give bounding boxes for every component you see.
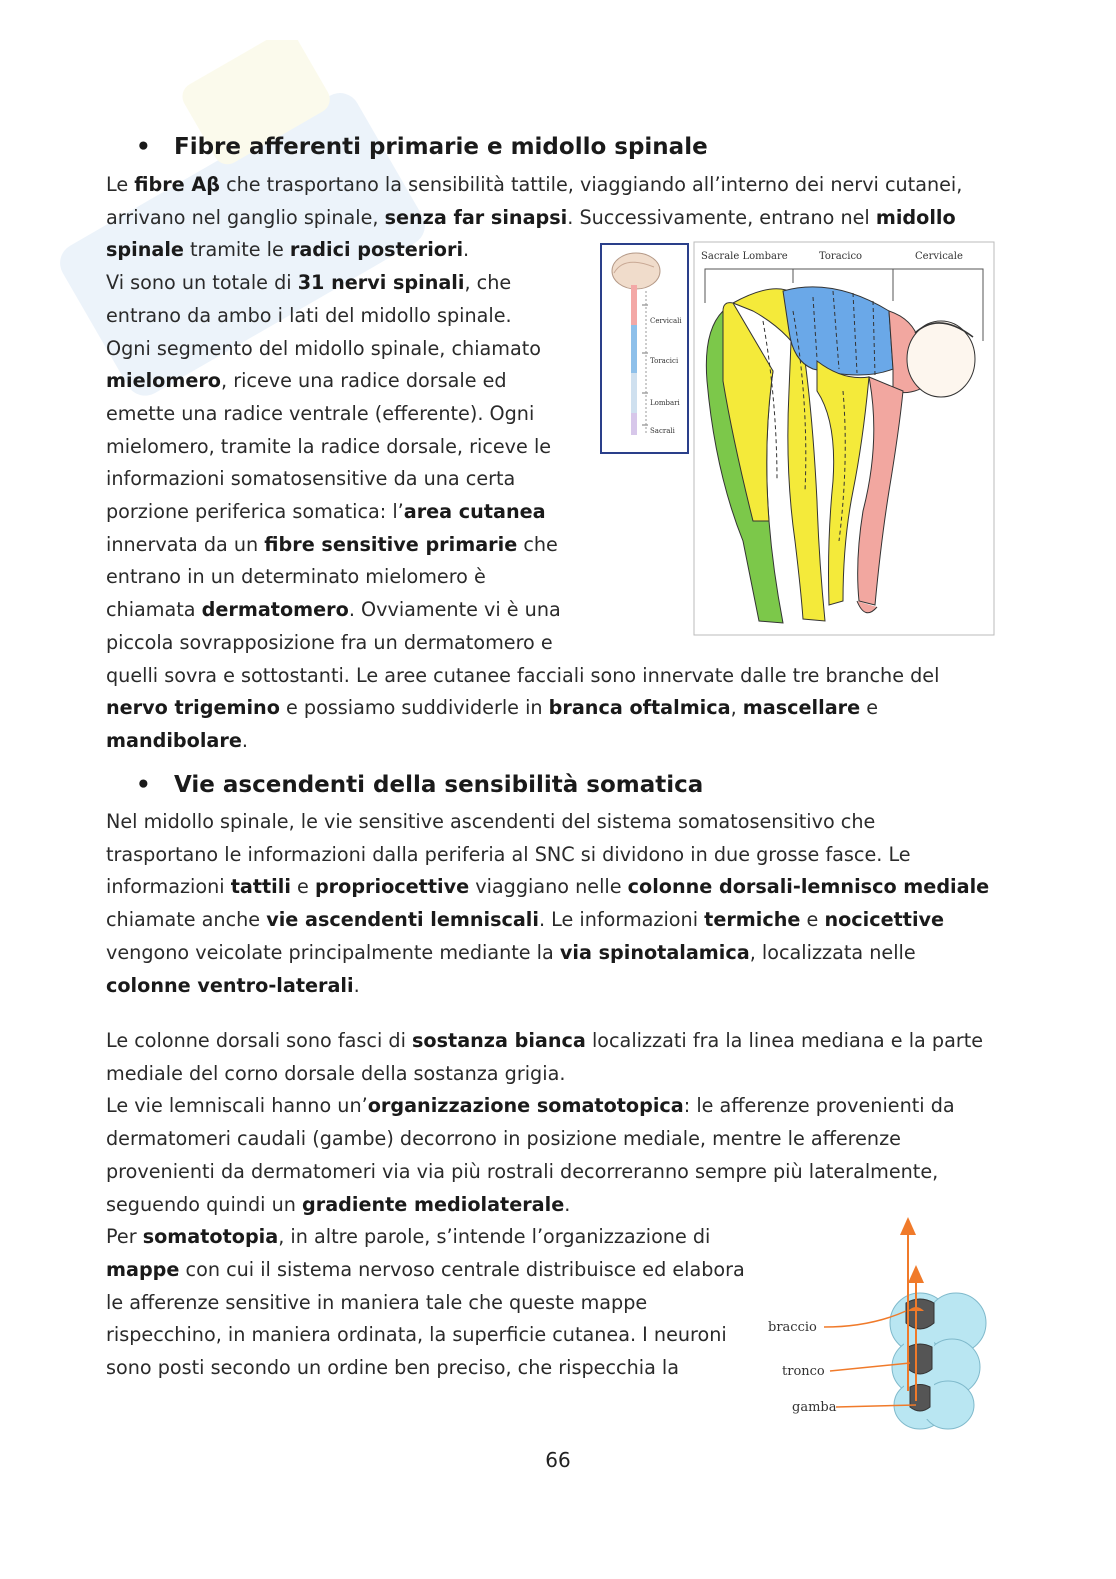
text-run: . bbox=[241, 728, 248, 752]
text-run: viaggiano nelle bbox=[469, 875, 628, 899]
label-sacral-lumbar: Sacrale Lombare bbox=[701, 251, 788, 262]
text-run: emette una radice ventrale (efferente). Ogni bbox=[106, 401, 535, 425]
bold-term: senza far sinapsi bbox=[384, 205, 568, 229]
text-run: mielomero, tramite la radice dorsale, riceve le bbox=[106, 434, 552, 458]
bold-term: propriocettive bbox=[314, 875, 470, 899]
text-run: Le colonne dorsali sono fasci di bbox=[106, 1029, 412, 1052]
bold-term: vie ascendenti lemniscali bbox=[266, 908, 539, 932]
text-run: Vi sono un totale di bbox=[106, 271, 298, 295]
text-run: sono posti secondo un ordine ben preciso, che rispecchia la bbox=[106, 1356, 680, 1379]
bold-term: dermatomero bbox=[201, 598, 349, 622]
bold-term: via spinotalamica bbox=[559, 940, 750, 964]
text-run: che trasportano la sensibilità tattile, viaggiando all’interno dei nervi cutanei, bbox=[219, 173, 963, 196]
text-run: , in altre parole, s’intende l’organizzazione di bbox=[278, 1225, 711, 1249]
text-run: : le afferenze provenienti da bbox=[683, 1094, 955, 1118]
text-run: piccola sovrapposizione fra un dermatomero e bbox=[106, 630, 553, 654]
text-line bbox=[106, 969, 360, 1002]
text-line bbox=[106, 364, 507, 397]
bold-term: mielomero bbox=[106, 369, 221, 393]
text-run: e bbox=[800, 908, 825, 932]
label-cervical: Cervicale bbox=[915, 251, 963, 262]
text-line bbox=[106, 805, 875, 838]
text-run: arrivano nel ganglio spinale, bbox=[106, 205, 385, 229]
bold-term: mappe bbox=[106, 1257, 180, 1281]
text-run: Nel midollo spinale, le vie sensitive ascendenti del sistema somatosensitivo che bbox=[106, 810, 876, 833]
text-line bbox=[106, 266, 511, 299]
text-run: le afferenze sensitive in maniera tale che queste mappe bbox=[106, 1290, 648, 1314]
bold-term: fibre Aβ bbox=[134, 173, 220, 196]
text-run: informazioni somatosensitive da una certa bbox=[106, 467, 516, 491]
text-run: Le bbox=[106, 173, 135, 196]
somatotopy-figure bbox=[760, 1215, 992, 1433]
text-line bbox=[106, 1351, 679, 1384]
text-run: chiamate anche bbox=[106, 908, 267, 932]
bold-term: tattili bbox=[230, 875, 291, 899]
text-line bbox=[106, 168, 962, 201]
bold-term: somatotopia bbox=[142, 1225, 279, 1249]
text-line bbox=[106, 1220, 710, 1253]
bold-term: organizzazione somatotopica bbox=[367, 1094, 684, 1118]
text-line bbox=[106, 691, 878, 724]
text-run: Per bbox=[106, 1225, 143, 1249]
text-run: . bbox=[463, 238, 470, 262]
text-line bbox=[106, 593, 561, 626]
spine-label-thoracic: Toracici bbox=[650, 357, 679, 365]
bold-term: colonne ventro-laterali bbox=[106, 973, 354, 997]
spine-label-sacral: Sacrali bbox=[650, 427, 675, 435]
bold-term: radici posteriori bbox=[289, 238, 464, 262]
bold-term: mandibolare bbox=[106, 728, 242, 752]
heading-text: Vie ascendenti della sensibilità somatica bbox=[174, 772, 704, 798]
text-run: Le vie lemniscali hanno un’ bbox=[106, 1094, 368, 1118]
text-run: porzione periferica somatica: l’ bbox=[106, 500, 404, 523]
text-run: entrano da ambo i lati del midollo spinale. bbox=[106, 303, 512, 327]
text-run: che bbox=[517, 532, 558, 556]
text-run: . Successivamente, entrano nel bbox=[567, 205, 876, 229]
text-line bbox=[106, 1089, 955, 1122]
text-run: trasportano le informazioni dalla periferia al SNC si dividono in due grosse fasce. Le bbox=[106, 842, 911, 866]
text-line bbox=[106, 201, 956, 234]
text-line bbox=[106, 1057, 565, 1090]
text-run: informazioni bbox=[106, 875, 231, 899]
bold-term: spinale bbox=[106, 238, 184, 262]
bullet-icon: • bbox=[136, 772, 151, 798]
section-heading-afferent-fibers bbox=[136, 134, 708, 160]
text-line bbox=[106, 903, 944, 936]
bold-term: area cutanea bbox=[403, 500, 546, 523]
text-run: innervata da un bbox=[106, 532, 265, 556]
text-run: rispecchino, in maniera ordinata, la superficie cutanea. I neuroni bbox=[106, 1323, 727, 1347]
text-run: . bbox=[353, 973, 360, 997]
bold-term: sostanza bianca bbox=[412, 1029, 586, 1052]
text-run: localizzati fra la linea mediana e la parte bbox=[585, 1029, 984, 1052]
spine-label-lumbar: Lombari bbox=[650, 399, 680, 407]
text-line bbox=[106, 1024, 983, 1057]
text-line bbox=[106, 430, 551, 463]
text-line bbox=[106, 528, 558, 561]
text-run: Ogni segmento del midollo spinale, chiamato bbox=[106, 336, 541, 360]
label-thoracic: Toracico bbox=[819, 251, 863, 262]
text-run: seguendo quindi un bbox=[106, 1192, 302, 1216]
text-line bbox=[106, 659, 939, 692]
text-line bbox=[106, 299, 512, 332]
text-run: dermatomeri caudali (gambe) decorrono in posizione mediale, mentre le afferenze bbox=[106, 1127, 901, 1151]
text-run: mediale del corno dorsale della sostanza grigia. bbox=[106, 1061, 566, 1085]
text-run: . bbox=[564, 1192, 571, 1216]
text-run: . Ovviamente vi è una bbox=[348, 598, 561, 622]
text-run: , che bbox=[464, 271, 512, 295]
text-run: provenienti da dermatomeri via via più rostrali decorreranno sempre più lateralmente, bbox=[106, 1159, 939, 1183]
text-run: e bbox=[290, 875, 315, 899]
bold-term: termiche bbox=[704, 908, 801, 932]
bold-term: mascellare bbox=[742, 696, 861, 720]
bold-term: colonne dorsali-lemnisco mediale bbox=[627, 875, 990, 899]
bullet-icon: • bbox=[136, 134, 151, 160]
text-line bbox=[106, 936, 916, 969]
text-line bbox=[106, 1188, 570, 1221]
text-line bbox=[106, 1253, 745, 1286]
bold-term: gradiente mediolaterale bbox=[302, 1192, 565, 1216]
text-run: tramite le bbox=[183, 238, 290, 262]
text-line bbox=[106, 1286, 647, 1319]
text-line bbox=[106, 560, 486, 593]
bold-term: branca oftalmica bbox=[548, 696, 731, 720]
text-line bbox=[106, 1318, 727, 1351]
text-line bbox=[106, 1155, 938, 1188]
text-line bbox=[106, 332, 541, 365]
bold-term: fibre sensitive primarie bbox=[264, 532, 518, 556]
text-line bbox=[106, 870, 989, 903]
text-run: entrano in un determinato mielomero è bbox=[106, 565, 486, 589]
heading-text: Fibre afferenti primarie e midollo spinale bbox=[174, 134, 708, 160]
text-line bbox=[106, 462, 515, 495]
bold-term: nervo trigemino bbox=[106, 696, 280, 720]
text-line bbox=[106, 397, 534, 430]
text-run: . Le informazioni bbox=[538, 908, 705, 932]
spine-label-cervical: Cervicali bbox=[650, 317, 682, 325]
text-line bbox=[106, 838, 911, 871]
text-run: quelli sovra e sottostanti. Le aree cutanee facciali sono innervate dalle tre branche del bbox=[106, 663, 940, 687]
label-tronco: tronco bbox=[782, 1364, 825, 1379]
text-line bbox=[106, 724, 248, 757]
text-line bbox=[106, 233, 469, 266]
text-run: e possiamo suddividerle in bbox=[279, 696, 549, 720]
text-line bbox=[106, 626, 553, 659]
text-run: e bbox=[860, 696, 879, 720]
bold-term: nocicettive bbox=[824, 908, 945, 932]
text-run: , riceve una radice dorsale ed bbox=[221, 369, 507, 393]
page-number: 66 bbox=[545, 1448, 571, 1472]
bold-term: midollo bbox=[875, 205, 956, 229]
text-run: , localizzata nelle bbox=[749, 940, 916, 964]
bold-term: 31 nervi spinali bbox=[297, 271, 465, 295]
dermatome-figure bbox=[693, 241, 996, 637]
text-run: vengono veicolate principalmente mediante la bbox=[106, 940, 560, 964]
text-run: con cui il sistema nervoso centrale distribuisce ed elabora bbox=[179, 1257, 745, 1281]
text-run: , bbox=[730, 696, 743, 720]
label-gamba: gamba bbox=[792, 1400, 837, 1415]
text-run: chiamata bbox=[106, 598, 202, 622]
section-heading-ascending-pathways bbox=[136, 772, 704, 798]
label-braccio: braccio bbox=[768, 1320, 817, 1335]
spinal-cord-inset-figure bbox=[600, 243, 690, 455]
text-line bbox=[106, 495, 546, 528]
text-line bbox=[106, 1122, 901, 1155]
